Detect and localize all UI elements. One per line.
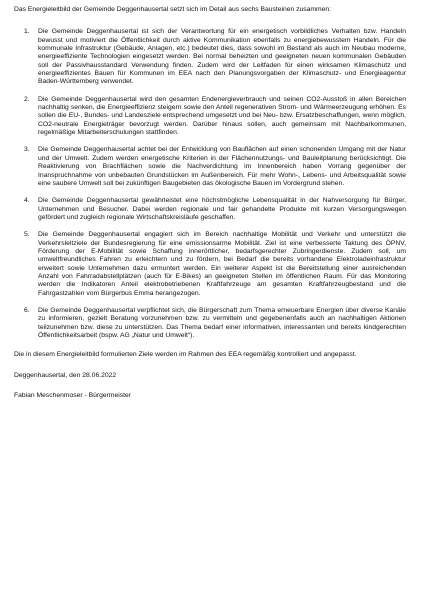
- item-number: 2.: [24, 95, 30, 103]
- item-number: 4.: [24, 197, 30, 205]
- guideline-item-4: [14, 197, 408, 222]
- item-number: 6.: [24, 306, 30, 314]
- guideline-item-3: [14, 146, 408, 188]
- item-text: Die Gemeinde Deggenhausertal gewährleistet eine höchstmögliche Lebensqualität in der Nahversorgung für Bürger, Unternehmen und Besucher. Dabei werden regionale und fair gehandelte Produkte mit kurzen Versorgungswegen gefördert und zugleich regionale Wirtschaftskreisläufe geschaffen.: [38, 197, 406, 221]
- guideline-item-6: [14, 307, 408, 340]
- item-text: Die Gemeinde Deggenhausertal achtet bei der Entwicklung von Bauflächen auf einen schonenden Umgang mit der Natur und der Umwelt. Zudem werden energetische Kriterien in der Flächennutzungs- und Bauleitplanung berücksichtigt. Die Reaktivierung von Brachflächen sowie die Nachverdichtung im Innenbereich haben Vorrang gegenüber der Inanspruchnahme von unbebauten Grundstücken im Außenbereich. Für mehr Wohn-, Lebens- und Arbeitsqualität sowie eine saubere Umwelt soll bei zukünftigen Baugebieten das ökologische Bauen im Vordergrund stehen.: [38, 146, 406, 187]
- guideline-item-2: [14, 96, 408, 138]
- item-text: Die Gemeinde Deggenhausertal wird den gesamten Endenergieverbrauch und seinen CO2-Ausstoß in allen Bereichen nachhaltig senken, die Energieeffizienz steigern sowie den Anteil regenerativen Strom- und Wärmeerzeugung erhöhen. Es sollen die EU-, Bundes- und Landesziele entsprechend umgesetzt und bei Neu- bzw. Ersatzbeschaffungen, wenn möglich, CO2-neutrale Energieträger bevorzugt werden. Darüber hinaus sollen, auch gemeinsam mit Nachbarkommunen, regelmäßige Mitarbeiterschulungen stattfinden.: [38, 95, 406, 137]
- place-date: Deggenhausertal, den 28.06.2022: [14, 371, 117, 379]
- guideline-item-5: [14, 231, 408, 298]
- item-number: 5.: [24, 231, 30, 239]
- guideline-item-1: [14, 28, 408, 86]
- closing-paragraph: Die in diesem Energieleitbild formulierten Ziele werden im Rahmen des EEA regemäßig kontrolliert und angepasst.: [14, 351, 357, 359]
- guideline-list: [14, 28, 408, 340]
- intro-paragraph: Das Energieleitbild der Gemeinde Deggenhausertal setzt sich im Detail aus sechs Bausteinen zusammen:: [14, 6, 332, 13]
- item-text: Die Gemeinde Deggenhausertal verpflichtet sich, die Bürgerschaft zum Thema erneuerbare Energien über diverse Kanäle zu informieren, gezielt Beratung vorzunehmen bzw. zu vermitteln und gegebenenfalls auch an nachhaltigen Aktionen teilzunehmen bzw. diese zu unterstützen. Das Thema bedarf einer informativen, interessanten und bereits kindgerechten Öffentlichkeitsarbeit (bspw. AG „Natur und Umwelt“).: [38, 306, 406, 339]
- item-number: 1.: [24, 28, 30, 36]
- item-number: 3.: [24, 146, 30, 154]
- item-text: Die Gemeinde Deggenhausertal engagiert sich im Bereich nachhaltige Mobilität und Verkehr und unterstützt die Verkehrsleitziele der Bundesregierung für eine emissionsarme Mobilität. Ziel ist eine verbesserte Taktung des ÖPNV, Förderung der E-Mobilität sowie Schaffung innerörtlicher, bedarfsgerechter Zubringerdienste. Zudem soll, um umweltfreundliches Fahren zu erleichtern und zu fördern, bei Bedarf die bereits vorhandene Elektroladeinfrastruktur erweitert sowie Unternehmen dazu ermuntert werden. Ein weiterer Aspekt ist die Bereitstellung einer ausreichenden Anzahl von Fahrradabstellplätzen (auch für E-Bikes) an geeigneten Stellen im öffentlichen Raum. Für das Monitoring werden die Indikatoren Anteil elektrobetriebenen Kraftfahrzeuge am gesamten Kraftfahrzeugbestand und die Fahrgastzahlen vom Bürgerbus Emma herangezogen.: [38, 231, 406, 297]
- signer-line: Fabian Meschenmoser - Bürgermeister: [14, 392, 132, 400]
- item-text: Die Gemeinde Deggenhausertal ist sich der Verantwortung für ein energetisch vorbildliches Verhalten bzw. Handeln bewusst und motiviert die Öffentlichkeit durch aktive Kommunikation ebenfalls zu energiebewusstem Handeln. Für die kommunale Infrastruktur (Gebäude, Anlagen, etc.) bedeutet dies, dass sowohl im Bestand als auch im Neubau moderne, energieeffiziente Technologien eingesetzt werden. Bei normal beheizten und geeigneten neuen kommunalen Gebäuden soll der Passivhausstandard Verwendung finden. Zudem wird der Leitfaden für einen wirksamen Klimaschutz und energieeffizientes Bauen für Kommunen im EEA nach den Planungsvorgaben der Klimaschutz- und Energieagentur Baden-Württemberg verwendet.: [38, 28, 406, 86]
